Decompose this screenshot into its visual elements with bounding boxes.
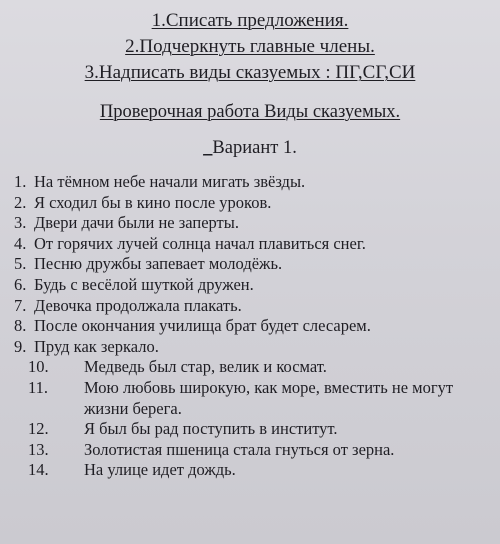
item-number: 9. xyxy=(14,336,27,356)
item-number: 7. xyxy=(14,295,27,315)
list-item xyxy=(0,193,500,214)
item-number: 3. xyxy=(14,213,27,233)
list-item xyxy=(0,234,500,255)
list-item xyxy=(0,419,500,440)
list-item xyxy=(0,460,500,481)
item-text: Я сходил бы в кино после уроков. xyxy=(34,192,272,212)
item-text: От горячих лучей солнца начал плавиться снег. xyxy=(34,233,366,253)
list-item xyxy=(0,296,500,317)
item-number: 14. xyxy=(28,460,49,480)
item-number: 5. xyxy=(14,254,27,274)
list-item xyxy=(0,337,500,358)
item-text: Золотистая пшеница стала гнуться от зерна. xyxy=(84,439,395,459)
sentence-list xyxy=(0,172,500,481)
item-number: 2. xyxy=(14,192,27,212)
item-text: После окончания училища брат будет слесарем. xyxy=(34,316,371,336)
item-text: Пруд как зеркало. xyxy=(34,336,159,356)
item-text: Песню дружбы запевает молодёжь. xyxy=(34,254,283,274)
item-number: 13. xyxy=(28,439,49,459)
item-text: На тёмном небе начали мигать звёзды. xyxy=(34,172,306,191)
item-text: Будь с весёлой шуткой дружен. xyxy=(34,274,254,294)
list-item xyxy=(0,440,500,461)
list-item xyxy=(0,275,500,296)
item-text: Я был бы рад поступить в институт. xyxy=(84,419,338,439)
list-item xyxy=(0,357,500,378)
item-number: 4. xyxy=(14,233,27,253)
item-number: 12. xyxy=(28,419,49,439)
item-text: Мою любовь широкую, как море, вместить не могут жизни берега. xyxy=(84,377,454,418)
instruction-line-3: 3.Надписать виды сказуемых : ПГ,СГ,СИ xyxy=(84,62,416,83)
variant-label: Вариант 1. xyxy=(212,138,297,158)
variant-dash: _ xyxy=(203,138,213,158)
item-number: 11. xyxy=(28,377,49,397)
instruction-line-2: 2.Подчеркнуть главные члены. xyxy=(125,36,375,57)
item-text: Медведь был стар, велик и космат. xyxy=(84,357,327,377)
item-text: Девочка продолжала плакать. xyxy=(34,295,242,315)
item-number: 10. xyxy=(28,357,49,377)
list-item xyxy=(0,172,500,193)
item-number: 8. xyxy=(14,316,27,336)
list-item xyxy=(0,213,500,234)
item-text: Двери дачи были не заперты. xyxy=(34,213,239,233)
list-item xyxy=(0,378,500,419)
test-title: Проверочная работа Виды сказуемых. xyxy=(99,102,401,122)
variant-heading xyxy=(0,136,500,160)
list-item xyxy=(0,254,500,275)
list-item xyxy=(0,316,500,337)
item-number: 6. xyxy=(14,274,27,294)
instruction-line-1: 1.Списать предложения. xyxy=(151,10,349,31)
item-number: 1. xyxy=(14,172,27,191)
item-text: На улице идет дождь. xyxy=(84,460,236,480)
task-instructions xyxy=(0,0,500,86)
